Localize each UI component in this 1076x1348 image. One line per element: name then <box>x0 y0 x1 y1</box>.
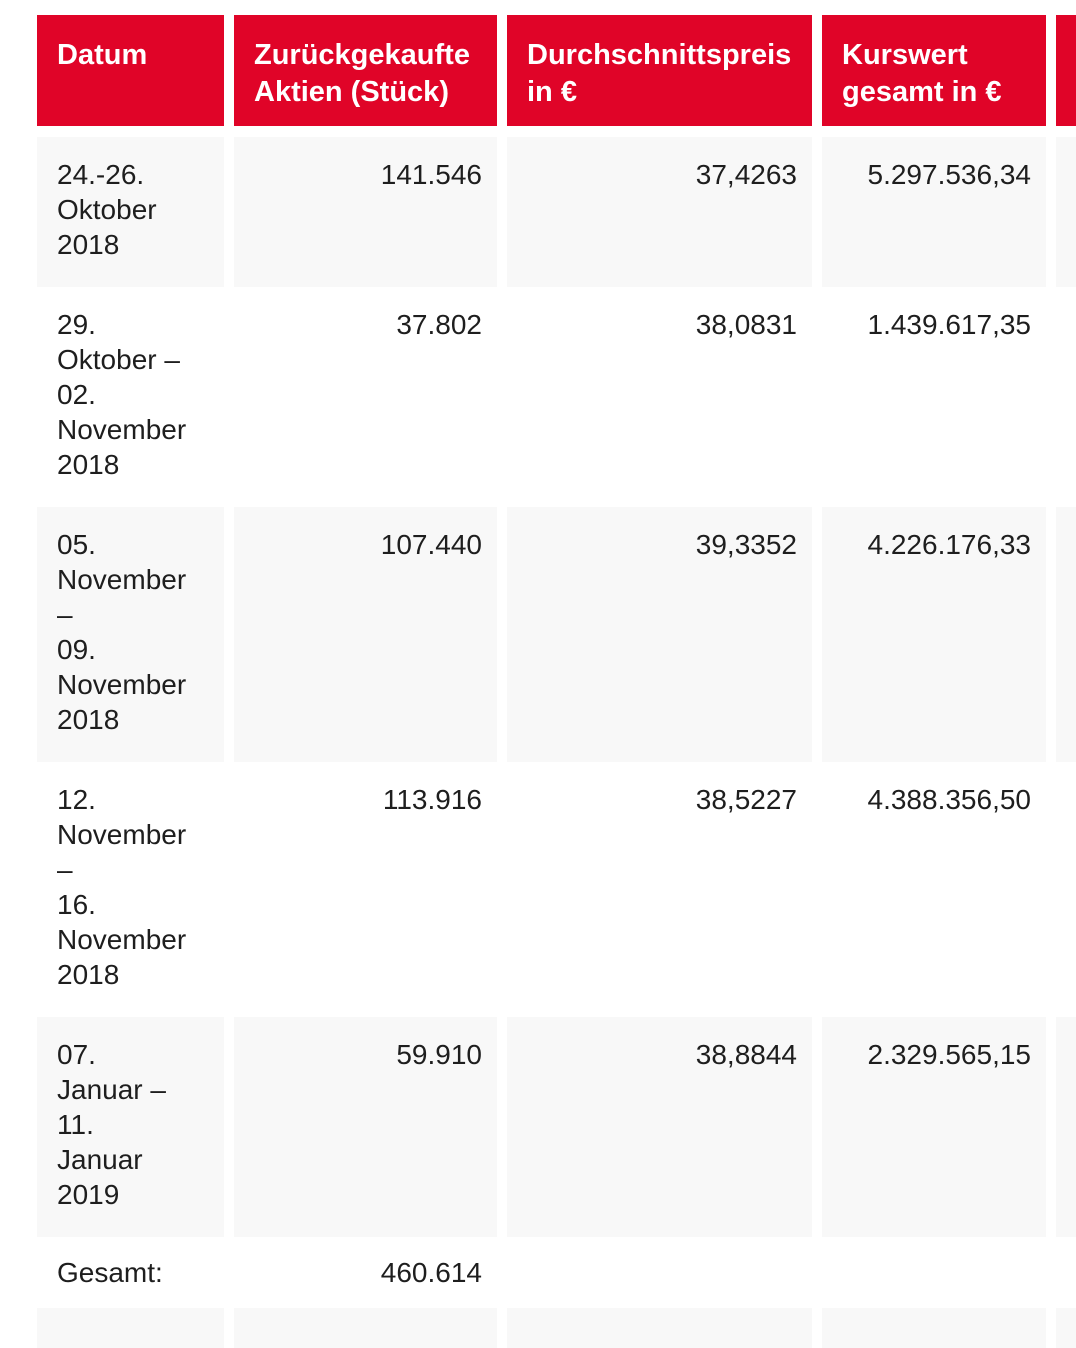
cell-market-value: 5.297.536,34 <box>822 137 1046 287</box>
cell-text-line: November <box>57 924 187 955</box>
cell-shares: 59.910 <box>234 1017 497 1237</box>
column-header-kurswert <box>822 15 1046 126</box>
cell-cutoff-bottom <box>234 1308 497 1348</box>
cell-total-shares: 460.614 <box>380 1257 482 1288</box>
table-body <box>37 137 1076 1348</box>
cell-text-line: 29. <box>57 309 96 340</box>
cell-total-label: Gesamt: <box>57 1257 163 1288</box>
cell-avg-price: 39,3352 <box>507 507 812 762</box>
cell-text-line: – <box>57 599 73 630</box>
cell-text-line: November <box>57 414 187 445</box>
cell-text-line: Januar – <box>57 1074 166 1105</box>
cell-text-line: 05. <box>57 529 96 560</box>
table-header-row <box>37 15 1076 126</box>
cell-text-line: Zurückgekaufte <box>254 39 470 71</box>
table-row <box>37 507 1076 762</box>
cell-cutoff-bottom <box>37 1308 224 1348</box>
cell-text-line: in € <box>527 76 577 108</box>
column-header-cutoff-column <box>1056 15 1076 126</box>
cell-text-line: 2018 <box>57 229 120 260</box>
cell-market-value: 1.439.617,35 <box>867 309 1031 340</box>
cell-text-line: 2018 <box>57 959 120 990</box>
cell-text-line: Durchschnittspreis <box>527 39 792 71</box>
table-row <box>37 1017 1076 1237</box>
cell-text-line: 09. <box>57 634 96 665</box>
cell-shares: 113.916 <box>382 784 482 815</box>
cell-text-line: 11. <box>57 1109 94 1140</box>
cell-avg-price: 37,4263 <box>507 137 812 287</box>
cell-cutoff-column <box>1056 1017 1076 1237</box>
cell-text-line: Datum <box>57 39 148 71</box>
cell-cutoff-bottom <box>822 1308 1046 1348</box>
cell-text-line: November <box>57 564 187 595</box>
cell-text-line: November <box>57 669 187 700</box>
cell-text-line: 02. <box>57 379 96 410</box>
cell-datum <box>37 507 224 762</box>
cell-total-market-value <box>822 1237 1046 1308</box>
cell-cutoff-column <box>1056 287 1076 507</box>
cell-text-line: Oktober <box>57 194 157 225</box>
cell-shares: 37.802 <box>396 309 482 340</box>
cell-shares: 107.440 <box>234 507 497 762</box>
cell-avg-price: 38,5227 <box>695 784 797 815</box>
cell-market-value: 4.226.176,33 <box>822 507 1046 762</box>
cell-text-line: Oktober – <box>57 344 180 375</box>
cell-cutoff-column <box>1056 1237 1076 1308</box>
cell-text-line: Januar <box>57 1144 143 1175</box>
cell-text-line: 12. <box>57 784 96 815</box>
cell-text-line: Kurswert <box>842 39 968 71</box>
cell-cutoff-column <box>1056 137 1076 287</box>
table-row <box>37 137 1076 287</box>
cell-datum <box>37 1017 224 1237</box>
cell-text-line: November <box>57 819 187 850</box>
cell-cutoff-bottom <box>1056 1308 1076 1348</box>
cell-text-line: 07. <box>57 1039 96 1070</box>
cell-total-avg-price <box>507 1237 812 1308</box>
column-header-datum <box>37 15 224 126</box>
share-buyback-table <box>37 15 1076 1348</box>
cell-text-line: 2019 <box>57 1179 120 1210</box>
cell-text-line: – <box>57 854 73 885</box>
table-total-row <box>37 1237 1076 1308</box>
cell-text-line: gesamt in € <box>842 76 1002 108</box>
cell-datum <box>37 762 224 1017</box>
cell-shares: 141.546 <box>234 137 497 287</box>
cell-text-line: 24.-26. <box>57 159 145 190</box>
cell-avg-price: 38,8844 <box>507 1017 812 1237</box>
cell-text-line: Aktien (Stück) <box>254 76 449 108</box>
column-header-zurueckgekaufte-aktien <box>234 15 497 126</box>
table-row-cutoff-bottom <box>37 1308 1076 1348</box>
cell-avg-price: 38,0831 <box>695 309 797 340</box>
cell-cutoff-column <box>1056 762 1076 1017</box>
cell-market-value: 2.329.565,15 <box>822 1017 1046 1237</box>
cell-cutoff-bottom <box>507 1308 812 1348</box>
cell-datum <box>37 137 224 287</box>
cell-datum <box>37 287 224 507</box>
cell-text-line: 2018 <box>57 449 120 480</box>
column-header-durchschnittspreis <box>507 15 812 126</box>
cell-cutoff-column <box>1056 507 1076 762</box>
cell-market-value: 4.388.356,50 <box>867 784 1031 815</box>
cell-text-line: 16. <box>57 889 96 920</box>
cell-text-line: 2018 <box>57 704 120 735</box>
table-row <box>37 762 1076 1017</box>
table-row <box>37 287 1076 507</box>
